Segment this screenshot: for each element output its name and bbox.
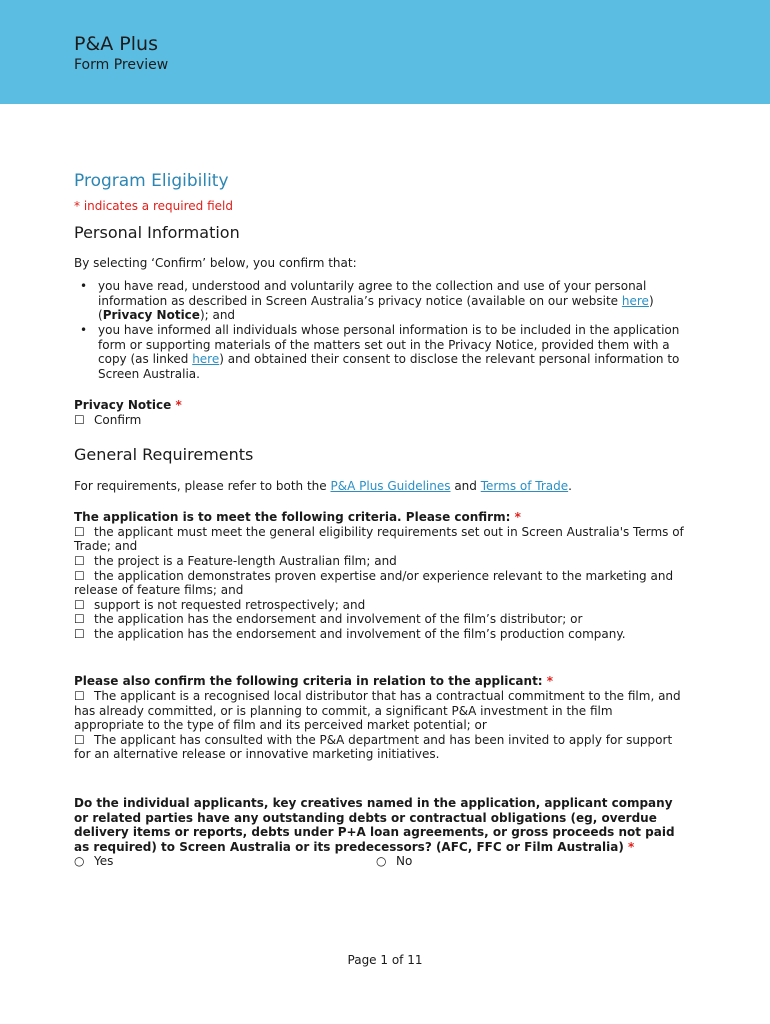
personal-info-heading: Personal Information xyxy=(74,222,240,242)
app-title: P&A Plus xyxy=(74,33,158,55)
criteria-list xyxy=(74,525,684,642)
list-item: • you have informed all individuals whose personal information is to be included in the application form or supporting materials of the matters set out in the Privacy Notice, provided them with a copy (as linked here) and obtained their consent to disclose the relevant personal information to Screen Australia. xyxy=(98,323,684,381)
consent-bullets xyxy=(74,279,684,381)
personal-intro: By selecting ‘Confirm’ below, you confirm that: xyxy=(74,255,357,270)
terms-link[interactable]: Terms of Trade xyxy=(480,478,569,493)
applicant-checkbox[interactable]: ☐ The applicant is a recognised local distributor that has a contractual commitment to the film, and has already committed, or is planning to commit, a significant P&A investment in the film appropriate to the type of film and its perceived market potential; or xyxy=(74,689,681,733)
applicant-criteria-label: Please also confirm the following criteria in relation to the applicant: * xyxy=(74,674,554,689)
general-req-heading: General Requirements xyxy=(74,444,254,464)
checkbox-icon[interactable]: ☐ xyxy=(74,689,85,704)
checkbox-icon[interactable]: ☐ xyxy=(74,568,85,583)
criteria-checkbox[interactable]: ☐ the project is a Feature-length Australian film; and xyxy=(74,553,397,568)
page-number: Page 1 of 11 xyxy=(347,953,423,967)
general-intro: For requirements, please refer to both the P&A Plus Guidelines and Terms of Trade. xyxy=(74,478,572,493)
criteria-label: The application is to meet the following criteria. Please confirm: * xyxy=(74,510,521,525)
privacy-notice-label: Privacy Notice * xyxy=(74,398,182,413)
checkbox-icon[interactable]: ☐ xyxy=(74,412,85,427)
applicant-checkbox[interactable]: ☐ The applicant has consulted with the P&A department and has been invited to apply for support for an alternative release or innovative marketing initiatives. xyxy=(74,732,673,762)
checkbox-icon[interactable]: ☐ xyxy=(74,612,85,627)
app-subtitle: Form Preview xyxy=(74,57,169,73)
privacy-link-1[interactable]: here xyxy=(621,293,649,308)
form-content xyxy=(74,170,684,869)
radio-no[interactable]: ○ No xyxy=(376,854,413,869)
criteria-checkbox[interactable]: ☐ the application demonstrates proven expertise and/or experience relevant to the marketing and release of feature films; and xyxy=(74,568,674,598)
applicant-criteria-list xyxy=(74,689,684,762)
criteria-checkbox[interactable]: ☐ support is not requested retrospectively; and xyxy=(74,597,366,612)
radio-yes[interactable]: ○ Yes xyxy=(74,854,114,869)
checkbox-icon[interactable]: ☐ xyxy=(74,553,85,568)
criteria-checkbox[interactable]: ☐ the applicant must meet the general eligibility requirements set out in Screen Australia's Terms of Trade; and xyxy=(74,524,684,554)
checkbox-icon[interactable]: ☐ xyxy=(74,732,85,747)
list-item: • you have read, understood and voluntarily agree to the collection and use of your personal information as described in Screen Australia’s privacy notice (available on our website here) (Privacy Notice); and xyxy=(98,279,684,323)
confirm-checkbox[interactable]: ☐ Confirm xyxy=(74,412,142,427)
section-title: Program Eligibility xyxy=(74,171,229,191)
radio-icon[interactable]: ○ xyxy=(74,854,85,869)
privacy-link-2[interactable]: here xyxy=(192,352,220,367)
criteria-checkbox[interactable]: ☐ the application has the endorsement and involvement of the film’s production company. xyxy=(74,626,626,641)
debts-question: Do the individual applicants, key creatives named in the application, applicant company or related parties have any outstanding debts or contractual obligations (eg, overdue delivery items or reports, debts under P+A loan agreements, or gross proceeds not paid as required) to Screen Australia or its predecessors? (AFC, FFC or Film Australia) * xyxy=(74,796,675,854)
criteria-checkbox[interactable]: ☐ the application has the endorsement and involvement of the film’s distributor; or xyxy=(74,612,583,627)
debts-radio-group xyxy=(74,854,684,869)
guidelines-link[interactable]: P&A Plus Guidelines xyxy=(330,478,451,493)
checkbox-icon[interactable]: ☐ xyxy=(74,626,85,641)
checkbox-icon[interactable]: ☐ xyxy=(74,597,85,612)
required-note: * indicates a required field xyxy=(74,199,233,213)
radio-icon[interactable]: ○ xyxy=(376,854,387,869)
checkbox-icon[interactable]: ☐ xyxy=(74,524,85,539)
header-bar xyxy=(0,0,770,104)
